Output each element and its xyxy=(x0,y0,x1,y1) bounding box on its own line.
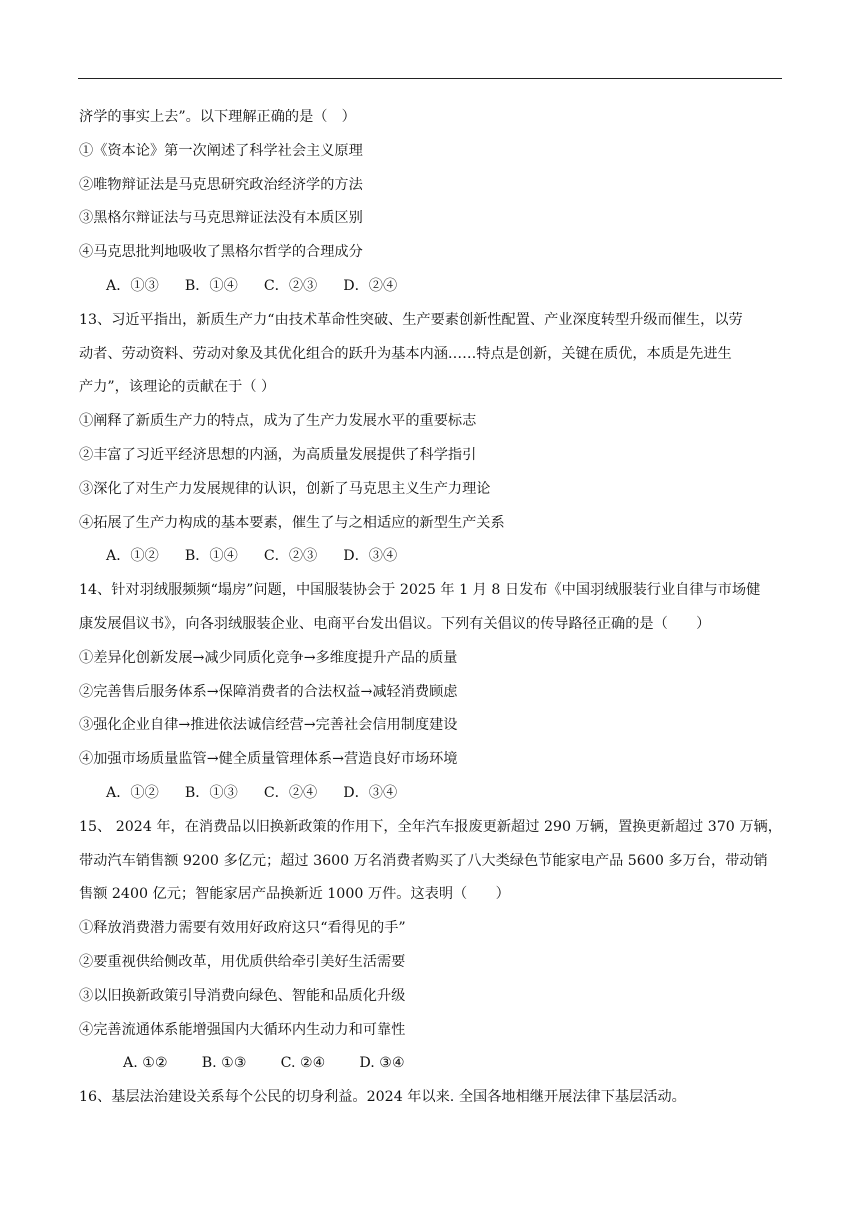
header-rule xyxy=(78,78,782,79)
question-15-item-3: ③以旧换新政策引导消费向绿色、智能和品质化升级 xyxy=(79,987,406,1004)
option-b[interactable]: B．①④ xyxy=(184,548,238,565)
option-b[interactable]: B. ①③ xyxy=(201,1055,247,1072)
question-13-item-4: ④拓展了生产力构成的基本要素，催生了与之相适应的新型生产关系 xyxy=(79,514,505,531)
question-14-stem-line-2: 康发展倡议书》，向各羽绒服装企业、电商平台发出倡议。下列有关倡议的传导路径正确的是（ ） xyxy=(79,615,711,632)
question-15-item-2: ②要重视供给侧改革，用优质供给牵引美好生活需要 xyxy=(79,953,406,970)
question-15-item-1: ①释放消费潜力需要有效用好政府这只“看得见的手” xyxy=(79,920,406,937)
question-13-item-2: ②丰富了习近平经济思想的内涵，为高质量发展提供了科学指引 xyxy=(79,446,477,463)
question-12-options xyxy=(79,275,783,297)
option-d[interactable]: D．③④ xyxy=(343,548,398,565)
option-b[interactable]: B．①③ xyxy=(184,784,238,801)
option-a[interactable]: A．①② xyxy=(106,548,159,565)
question-12-item-1: ①《资本论》第一次阐述了科学社会主义原理 xyxy=(79,142,363,159)
question-14-item-1: ①差异化创新发展→减少同质化竞争→多维度提升产品的质量 xyxy=(79,649,458,666)
question-14-item-4: ④加强市场质量监管→健全质量管理体系→营造良好市场环境 xyxy=(79,751,458,768)
question-16-stem: 16、基层法治建设关系每个公民的切身利益。2024 年以来. 全国各地相继开展法律下基层活动。 xyxy=(79,1089,686,1106)
question-13-stem-line-3: 产力”，该理论的贡献在于（ ） xyxy=(79,379,276,396)
question-15-stem-line-2: 带动汽车销售额 9200 多亿元；超过 3600 万名消费者购买了八大类绿色节能家电产品 5600 多万台，带动销 xyxy=(79,852,768,869)
option-b[interactable]: B．①④ xyxy=(184,277,238,294)
option-d[interactable]: D．②④ xyxy=(343,277,398,294)
option-c[interactable]: C．②③ xyxy=(263,277,318,294)
question-page xyxy=(79,106,783,1120)
option-a[interactable]: A．①② xyxy=(106,784,159,801)
question-14-item-3: ③强化企业自律→推进依法诚信经营→完善社会信用制度建设 xyxy=(79,717,458,734)
question-15-options xyxy=(79,1052,783,1074)
question-12 xyxy=(79,106,783,297)
option-d[interactable]: D．③④ xyxy=(343,784,398,801)
question-15-item-4: ④完善流通体系能增强国内大循环内生动力和可靠性 xyxy=(79,1021,406,1038)
question-13-item-1: ①阐释了新质生产力的特点，成为了生产力发展水平的重要标志 xyxy=(79,413,477,430)
option-d[interactable]: D. ③④ xyxy=(359,1055,405,1072)
question-12-item-3: ③黑格尔辩证法与马克思辩证法没有本质区别 xyxy=(79,210,363,227)
question-12-item-4: ④马克思批判地吸收了黑格尔哲学的合理成分 xyxy=(79,244,363,261)
question-15-stem-line-1: 15、 2024 年，在消费品以旧换新政策的作用下，全年汽车报废更新超过 290 万辆，置换更新超过 370 万辆， xyxy=(79,818,782,835)
option-c[interactable]: C．②③ xyxy=(263,548,318,565)
question-13-stem-line-1: 13、习近平指出，新质生产力“由技术革命性突破、生产要素创新性配置、产业深度转型升级而催生，以劳 xyxy=(79,311,743,328)
question-14 xyxy=(79,579,783,804)
question-12-item-2: ②唯物辩证法是马克思研究政治经济学的方法 xyxy=(79,176,363,193)
question-12-stem: 济学的事实上去”。以下理解正确的是（ ） xyxy=(79,109,356,125)
option-c[interactable]: C．②④ xyxy=(263,784,318,801)
question-13-item-3: ③深化了对生产力发展规律的认识，创新了马克思主义生产力理论 xyxy=(79,480,491,497)
question-13-options xyxy=(79,545,783,567)
question-14-options xyxy=(79,782,783,804)
question-15 xyxy=(79,816,783,1075)
question-16 xyxy=(79,1086,783,1108)
question-13 xyxy=(79,309,783,568)
question-13-stem-line-2: 动者、劳动资料、劳动对象及其优化组合的跃升为基本内涵……特点是创新，关键在质优，本质是先进生 xyxy=(79,345,732,362)
option-a[interactable]: A．①③ xyxy=(106,277,159,294)
option-c[interactable]: C. ②④ xyxy=(280,1055,326,1072)
question-14-stem-line-1: 14、针对羽绒服频频“塌房”问题，中国服装协会于 2025 年 1 月 8 日发布《中国羽绒服装行业自律与市场健 xyxy=(79,582,761,599)
question-15-stem-line-3: 售额 2400 亿元；智能家居产品换新近 1000 万件。这表明（ ） xyxy=(79,886,510,903)
question-14-item-2: ②完善售后服务体系→保障消费者的合法权益→减轻消费顾虑 xyxy=(79,683,458,700)
option-a[interactable]: A. ①② xyxy=(123,1055,168,1072)
